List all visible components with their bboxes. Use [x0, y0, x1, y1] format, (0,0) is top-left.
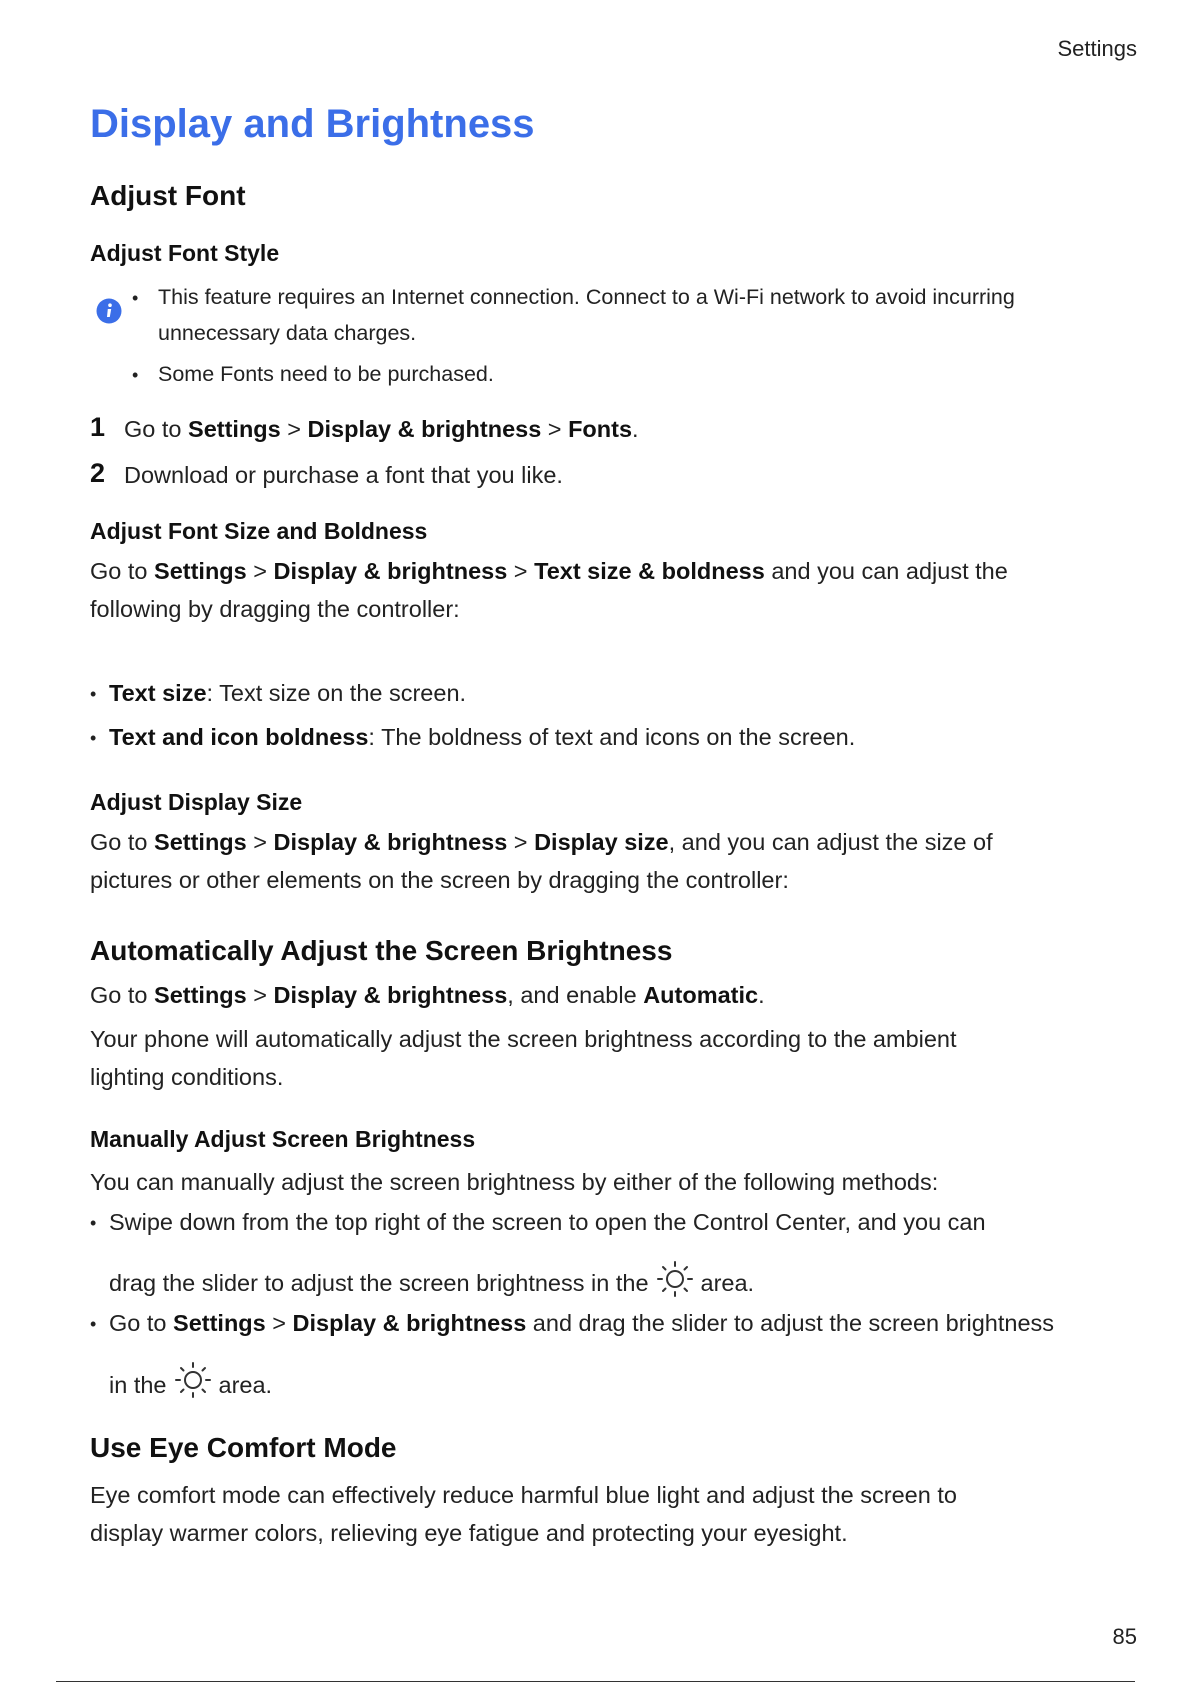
auto-brightness-description: Your phone will automatically adjust the screen brightness according to the ambient lighting conditions. — [90, 1026, 957, 1090]
brightness-icon — [173, 1360, 213, 1400]
section-auto-brightness-heading: Automatically Adjust the Screen Brightness — [90, 935, 673, 966]
info-icon — [96, 298, 122, 324]
step-text: Go to Settings > Display & brightness > Fonts. — [124, 416, 639, 442]
footer-divider — [56, 1681, 1135, 1682]
section-eye-comfort-heading: Use Eye Comfort Mode — [90, 1432, 397, 1463]
step-text: Download or purchase a font that you like. — [124, 462, 563, 488]
note-bullet: • — [132, 288, 139, 308]
page-number: 85 — [1112, 1624, 1137, 1649]
step-number: 2 — [90, 458, 106, 488]
manual-brightness-intro: You can manually adjust the screen brightness by either of the following methods: — [90, 1169, 939, 1195]
list-item-continuation: drag the slider to adjust the screen brightness in the area. — [109, 1264, 1139, 1302]
list-item-continuation: in the area. — [109, 1366, 1139, 1404]
list-item: Text and icon boldness: The boldness of text and icons on the screen. — [109, 724, 856, 750]
list-bullet: • — [90, 1314, 97, 1334]
display-size-paragraph: Go to Settings > Display & brightness > Display size, and you can adjust the size of pictures or other elements on the screen by dragging the controller: — [90, 829, 993, 893]
font-size-paragraph: Go to Settings > Display & brightness > Text size & boldness and you can adjust the following by dragging the controller: — [90, 558, 1008, 622]
list-bullet: • — [90, 728, 97, 748]
step-number: 1 — [90, 412, 106, 442]
note-text: This feature requires an Internet connection. Connect to a Wi-Fi network to avoid incurring — [158, 285, 1015, 309]
running-header: Settings — [1057, 36, 1137, 61]
eye-comfort-paragraph: Eye comfort mode can effectively reduce harmful blue light and adjust the screen to display warmer colors, relieving eye fatigue and protecting your eyesight. — [90, 1482, 957, 1546]
auto-brightness-paragraph: Go to Settings > Display & brightness, and enable Automatic. — [90, 982, 765, 1008]
list-bullet: • — [90, 684, 97, 704]
page-title: Display and Brightness — [90, 102, 535, 146]
section-adjust-font-heading: Adjust Font — [90, 180, 246, 211]
adjust-display-size-heading: Adjust Display Size — [90, 789, 303, 815]
brightness-icon — [655, 1259, 695, 1299]
manual-brightness-heading: Manually Adjust Screen Brightness — [90, 1126, 476, 1152]
list-item: Text size: Text size on the screen. — [109, 680, 467, 706]
list-item: Swipe down from the top right of the screen to open the Control Center, and you can — [109, 1209, 986, 1235]
list-bullet: • — [90, 1213, 97, 1233]
font-size-boldness-heading: Adjust Font Size and Boldness — [90, 518, 428, 544]
list-item: Go to Settings > Display & brightness and drag the slider to adjust the screen brightness — [109, 1310, 1055, 1336]
note-text: Some Fonts need to be purchased. — [158, 362, 494, 386]
note-bullet: • — [132, 365, 139, 385]
note-text: unnecessary data charges. — [158, 321, 417, 345]
adjust-font-style-heading: Adjust Font Style — [90, 240, 280, 266]
